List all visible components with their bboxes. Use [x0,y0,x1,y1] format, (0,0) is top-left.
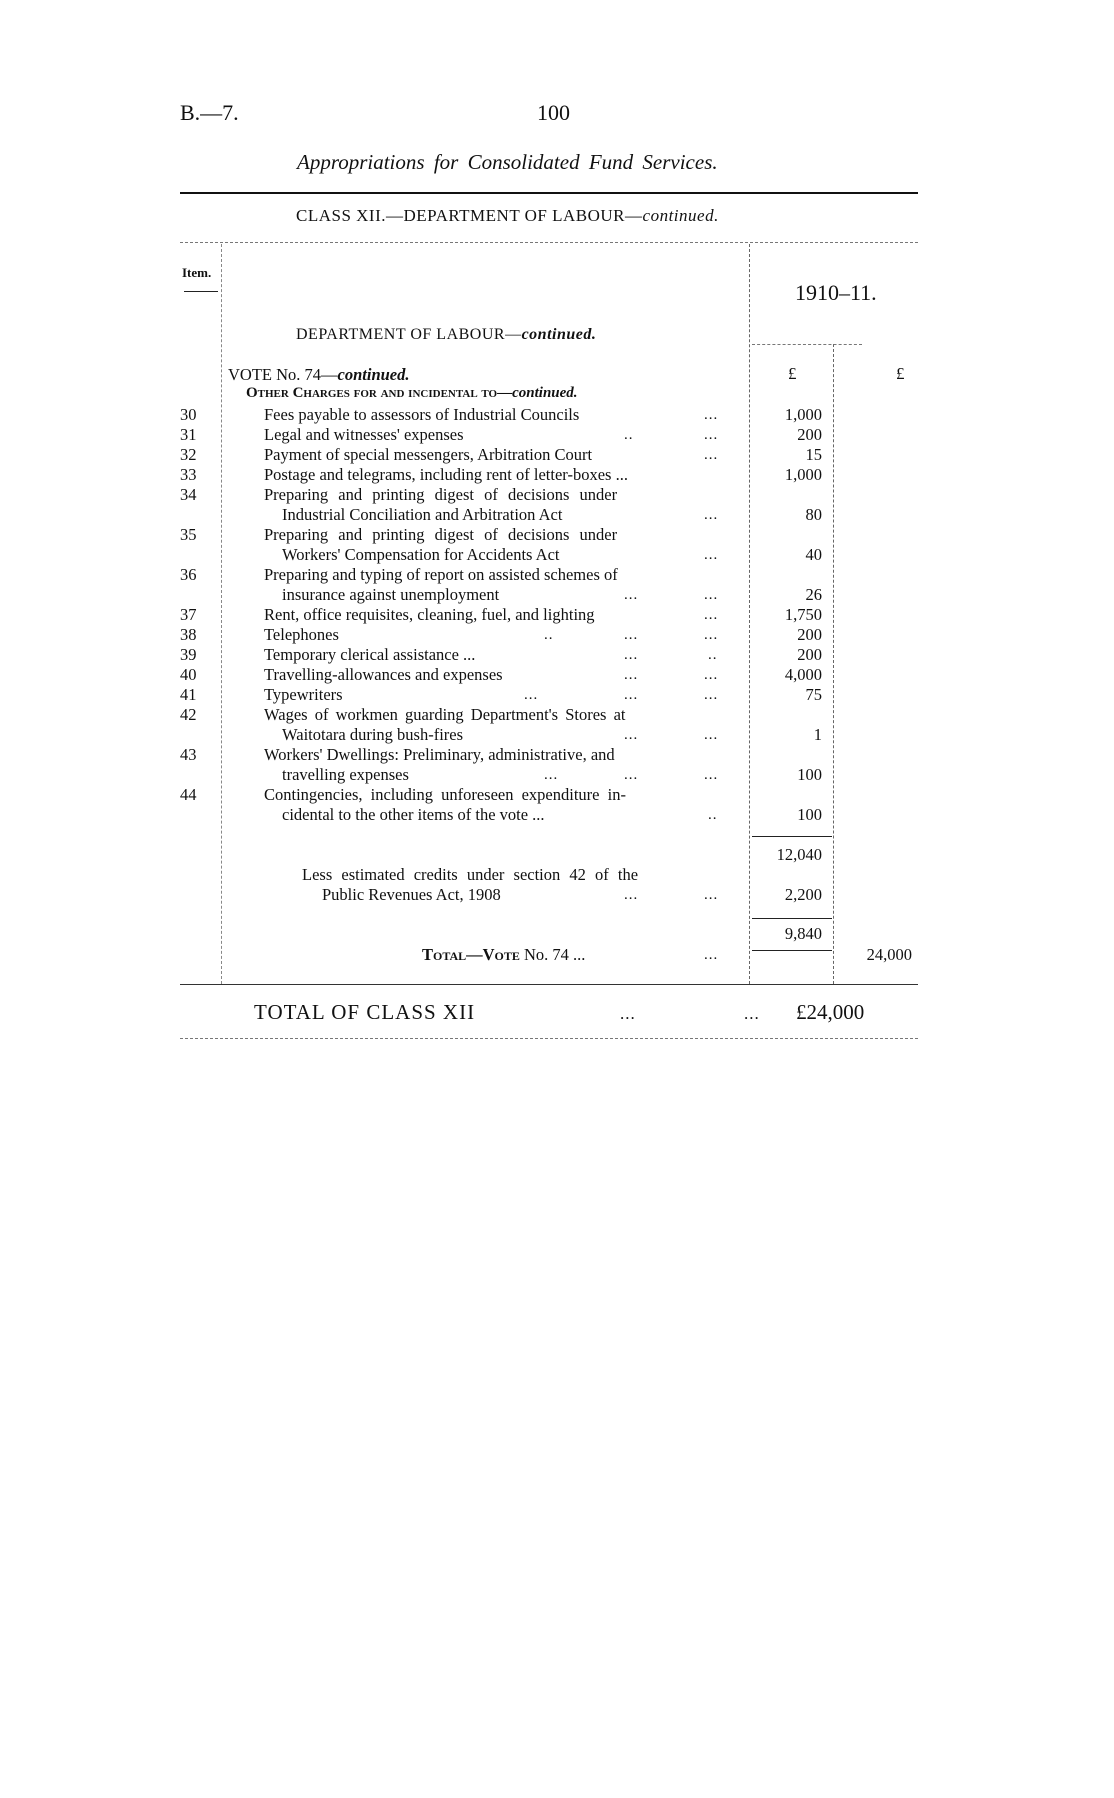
total-vote-rule [180,984,918,985]
item-number: 43 [180,745,197,764]
item-amount: 200 [797,425,822,444]
subhead-heading [246,385,578,402]
item-description: Telephones [264,625,339,644]
report-ref: B.—7. [180,100,239,125]
item-number: 41 [180,685,197,704]
class-heading-cont: continued. [642,206,719,225]
item-number: 31 [180,425,197,444]
item-column-divider [221,244,222,984]
year-header-rule [752,344,862,345]
less-credits-amount: 2,200 [784,885,822,904]
item-amount: 80 [805,505,822,524]
item-amount: 100 [797,805,822,824]
item-amount: 40 [805,545,822,564]
item-header-rule [184,291,218,292]
heading-rule [180,242,918,243]
item-description: Wages of workmen guarding Department's Stores at Waitotara during bush-fires [264,705,626,744]
class-total-label: TOTAL OF CLASS XII [254,1000,476,1024]
item-description: Preparing and printing digest of decisions under Workers' Compensation for Accidents Act [264,525,618,564]
subhead-heading-cont: continued. [512,385,578,401]
subtotal-amount: 12,040 [776,845,822,864]
less-credits-line1: Less estimated credits under section 42 of the [302,865,639,884]
total-vote-label-small: Total—Vote [422,945,520,964]
item-number: 32 [180,445,197,464]
item-description: Contingencies, including unforeseen expenditure in- cidental to the other items of the vote ... [264,785,626,824]
net-rule [752,918,832,919]
item-amount: 1 [813,725,822,744]
item-amount: 100 [797,765,822,784]
item-amount: 200 [797,625,822,644]
item-number: 35 [180,525,197,544]
class-heading [296,206,719,226]
item-column-header: Item. [182,265,212,280]
item-description: Travelling-allowances and expenses [264,665,503,684]
total-vote-amount: 24,000 [866,945,912,964]
item-description: Legal and witnesses' expenses [264,425,464,444]
pound-sign-items: £ [788,364,797,383]
vote-heading [228,365,410,385]
department-heading-main: DEPARTMENT OF LABOUR— [296,326,522,343]
vote-heading-cont: continued. [337,365,410,384]
total-vote-label [422,945,585,965]
item-amount: 1,000 [784,405,822,424]
item-number: 37 [180,605,197,624]
item-description: Fees payable to assessors of Industrial Councils [264,405,580,424]
page-number: 100 [537,100,570,125]
item-description: Workers' Dwellings: Preliminary, administrative, and travelling expenses [264,745,615,784]
item-description: Preparing and typing of report on assisted schemes of insurance against unemployment [264,565,618,604]
item-description: Rent, office requisites, cleaning, fuel, and lighting [264,605,595,624]
item-description: Postage and telegrams, including rent of letter-boxes ... [264,465,628,484]
less-credits-line2: Public Revenues Act, 1908 [322,885,501,904]
item-amount: 200 [797,645,822,664]
department-heading-cont: continued. [521,326,597,343]
item-number: 36 [180,565,197,584]
item-amount: 15 [805,445,822,464]
item-number: 34 [180,485,197,504]
item-description: Preparing and printing digest of decisions under Industrial Conciliation and Arbitration Act [264,485,618,524]
item-amount: 26 [805,585,822,604]
item-amount: 4,000 [784,665,822,684]
total-vote-label-rest: No. 74 ... [519,945,586,964]
item-number: 40 [180,665,197,684]
item-number: 39 [180,645,197,664]
item-number: 44 [180,785,197,804]
item-amount: 1,750 [784,605,822,624]
class-heading-main: CLASS XII.—DEPARTMENT OF LABOUR— [296,206,643,225]
item-amount: 1,000 [784,465,822,484]
class-total-amount: £24,000 [796,1000,865,1024]
department-heading [296,326,596,344]
title-rule [180,192,918,194]
class-total-rule [180,1038,918,1039]
item-amount: 75 [805,685,822,704]
item-number: 30 [180,405,197,424]
pound-sign-totals: £ [896,364,905,383]
net-amount: 9,840 [784,924,822,943]
year-column-header: 1910–11. [795,280,877,305]
page-title: Appropriations for Consolidated Fund Services. [297,150,718,174]
subhead-heading-main: Other Charges for and incidental to— [246,385,513,401]
item-number: 38 [180,625,197,644]
vote-heading-main: VOTE No. 74— [228,365,338,384]
item-number: 42 [180,705,197,724]
item-description: Temporary clerical assistance ... [264,645,476,664]
item-number: 33 [180,465,197,484]
item-description: Payment of special messengers, Arbitration Court [264,445,593,464]
net-double-rule [752,950,832,951]
amount-column-divider-right [833,344,834,984]
item-description: Typewriters [264,685,343,704]
subtotal-rule [752,836,832,837]
